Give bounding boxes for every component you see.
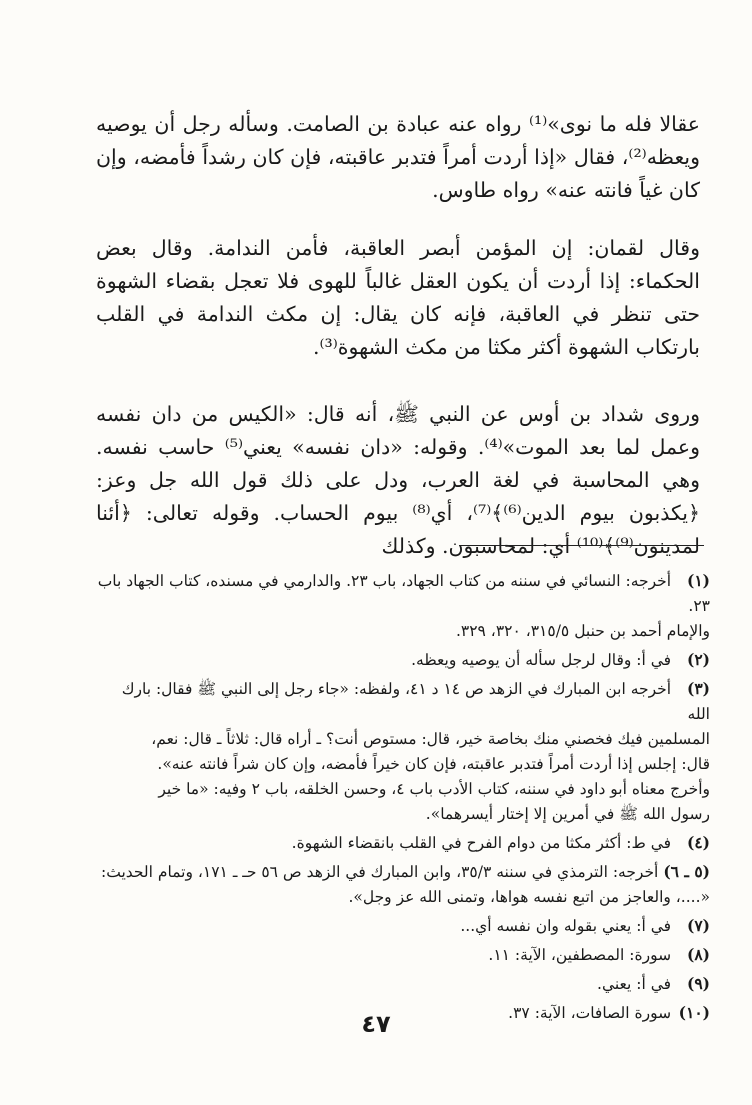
footnote-text: وأخرج معناه أبو داود في سننه، كتاب الأدب باب ٤، وحسن الخلقه، باب ٢ وفيه: «ما خير <box>158 780 710 798</box>
footnote-number: (٩) <box>686 974 710 993</box>
paragraph-2: وقال لقمان: إن المؤمن أبصر العاقبة، فأمن الندامة. وقال بعض الحكماء: إذا أردت أن يكون العقل غالباً للهوى فلا تعجل بقضاء الشهوة حتى تنظر في العاقبة، فإنه كان يقال: إن مكث الندامة في القلب بارتكاب الشهوة أكثر مكثا من مكث الشهوة⁽³⁾. <box>96 236 701 359</box>
footnote-text: «....، والعاجز من اتبع نفسه هواها، وتمنى الله عز وجل». <box>348 888 710 906</box>
footnote-text: أخرجه ابن المبارك في الزهد ص ١٤ د ٤١، ولفظه: «جاء رجل إلى النبي ﷺ فقال: بارك الله <box>121 680 710 723</box>
footnote-7 <box>96 913 710 939</box>
footnote-text: في أ: يعني. <box>597 975 672 993</box>
footnote-separator <box>459 545 704 546</box>
footnote-1 <box>96 568 710 644</box>
footnote-number: (٧) <box>686 916 710 935</box>
footnote-number: (٥ ـ ٦) <box>663 862 710 881</box>
footnote-text: في أ: يعني بقوله وان نفسه أي... <box>460 917 672 935</box>
footnote-text: والإمام أحمد بن حنبل ٣١٥/٥، ٣٢٠، ٣٢٩. <box>455 622 710 640</box>
footnote-text: سورة: المصطفين، الآية: ١١. <box>488 946 672 964</box>
footnote-number: (٨) <box>686 945 710 964</box>
footnote-2 <box>96 647 710 673</box>
footnote-text: أخرجه: الترمذي في سننه ٣٥/٣، وابن المبارك في الزهد ص ٥٦ حـ ـ ١٧١، وتمام الحديث: <box>101 863 659 881</box>
footnote-text: رسول الله ﷺ في أمرين إلا إختار أيسرهما». <box>425 805 710 823</box>
page-number: ٤٧ <box>361 1010 391 1038</box>
footnote-text: في أ: وقال لرجل سأله أن يوصيه ويعظه. <box>411 651 672 669</box>
footnotes <box>96 568 710 1029</box>
footnote-text: قال: إجلس إذا أردت أمراً فتدبر عاقبته، فإن كان خيراً فأمضه، وإن كان شراً فانته عنه». <box>157 755 710 773</box>
footnote-number: (١٠) <box>678 1003 710 1022</box>
footnote-8 <box>96 942 710 968</box>
footnote-9 <box>96 971 710 997</box>
paragraph-1: عقالا فله ما نوى»⁽¹⁾ رواه عنه عبادة بن الصامت. وسأله رجل أن يوصيه ويعظه⁽²⁾، فقال «إذا أردت أمراً فتدبر عاقبته، فإن كان رشداً فأمضه، وإن كان غياً فانته عنه» رواه طاوس. <box>96 112 700 202</box>
footnote-text: سورة الصافات، الآية: ٣٧. <box>508 1004 672 1022</box>
footnote-text: المسلمين فيك فخصني منك بخاصة خير، قال: مستوص أنت؟ ـ أراه قال: ثلاثاً ـ قال: نعم، <box>151 730 710 748</box>
paragraph-3: وروى شداد بن أوس عن النبي ﷺ، أنه قال: «الكيس من دان نفسه وعمل لما بعد الموت»⁽⁴⁾. وقوله: «دان نفسه» يعني⁽⁵⁾ حاسب نفسه. وهي المحاسبة في لغة العرب، ودل على ذلك قول الله جل وعز: ﴿يكذبون بيوم الدين⁽⁶⁾﴾⁽⁷⁾، أي⁽⁸⁾ بيوم الحساب. وقوله تعالى: ﴿أئنا لمدينون⁽⁹⁾﴾⁽¹⁰⁾ أي: لمحاسبون. وكذلك <box>96 402 700 558</box>
footnote-text: في ط: أكثر مكثا من دوام الفرح في القلب بانقضاء الشهوة. <box>291 834 672 852</box>
footnote-4 <box>96 830 710 856</box>
footnote-5-6 <box>96 859 710 910</box>
footnote-number: (٤) <box>686 833 710 852</box>
footnote-number: (١) <box>686 571 710 590</box>
footnote-number: (٣) <box>686 679 710 698</box>
footnote-number: (٢) <box>686 650 710 669</box>
footnote-text: أخرجه: النسائي في سننه من كتاب الجهاد، باب ٢٣. والدارمي في مسنده، كتاب الجهاد باب ٢٣. <box>97 572 710 615</box>
footnote-3 <box>96 676 710 827</box>
